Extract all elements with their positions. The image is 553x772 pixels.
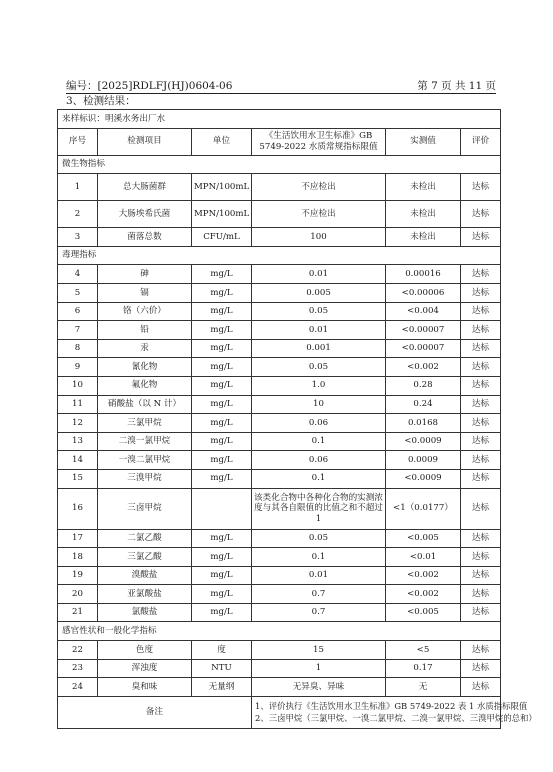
unit: mg/L [192, 432, 252, 451]
evaluation: 达标 [461, 432, 501, 451]
evaluation: 达标 [461, 395, 501, 414]
row-number: 15 [58, 469, 98, 488]
col-header-eval: 评价 [461, 128, 501, 155]
table-row [58, 678, 501, 697]
standard-limit: 无异臭、异味 [252, 678, 386, 697]
row-number: 14 [58, 451, 98, 470]
measured-value: <5 [386, 641, 461, 660]
measured-value: <0.002 [386, 566, 461, 585]
standard-limit: 0.05 [252, 302, 386, 321]
evaluation: 达标 [461, 283, 501, 302]
item-name: 氰化物 [98, 358, 192, 377]
unit: mg/L [192, 469, 252, 488]
unit: mg/L [192, 603, 252, 622]
item-name: 菌落总数 [98, 228, 192, 247]
measured-value: 0.17 [386, 659, 461, 678]
standard-limit: 0.001 [252, 339, 386, 358]
standard-limit: 10 [252, 395, 386, 414]
col-header-no: 序号 [58, 128, 98, 155]
standard-limit: 不应检出 [252, 174, 386, 201]
table-row [58, 395, 501, 414]
group-title: 感官性状和一般化学指标 [58, 622, 501, 641]
row-number: 23 [58, 659, 98, 678]
evaluation: 达标 [461, 566, 501, 585]
row-number: 21 [58, 603, 98, 622]
table-row [58, 451, 501, 470]
item-name: 大肠埃希氏菌 [98, 201, 192, 228]
table-row [58, 414, 501, 433]
table-row [58, 174, 501, 201]
table-header-row [58, 128, 501, 155]
table-row [58, 585, 501, 604]
measured-value: 未检出 [386, 174, 461, 201]
table-row [58, 469, 501, 488]
unit: mg/L [192, 566, 252, 585]
table-row [58, 659, 501, 678]
evaluation: 达标 [461, 469, 501, 488]
evaluation: 达标 [461, 376, 501, 395]
item-name: 臭和味 [98, 678, 192, 697]
col-header-item: 检测项目 [98, 128, 192, 155]
table-row [58, 603, 501, 622]
standard-limit: 0.05 [252, 529, 386, 548]
row-number: 11 [58, 395, 98, 414]
row-number: 8 [58, 339, 98, 358]
item-name: 溴酸盐 [98, 566, 192, 585]
evaluation: 达标 [461, 641, 501, 660]
item-name: 一溴二氯甲烷 [98, 451, 192, 470]
measured-value: <0.0009 [386, 432, 461, 451]
evaluation: 达标 [461, 548, 501, 567]
section-title: 3、检测结果： [66, 95, 136, 107]
standard-limit: 0.1 [252, 432, 386, 451]
table-row [58, 529, 501, 548]
group-title: 微生物指标 [58, 155, 501, 174]
measured-value: <0.0009 [386, 469, 461, 488]
standard-limit: 0.005 [252, 283, 386, 302]
table-row [58, 228, 501, 247]
item-name: 三溴甲烷 [98, 469, 192, 488]
item-name: 铬（六价） [98, 302, 192, 321]
unit: 无量纲 [192, 678, 252, 697]
item-name: 浑浊度 [98, 659, 192, 678]
row-number: 16 [58, 488, 98, 529]
unit: mg/L [192, 376, 252, 395]
item-name: 砷 [98, 265, 192, 284]
item-name: 三氯甲烷 [98, 414, 192, 433]
page-number: 第 7 页 共 11 页 [417, 80, 496, 92]
table-row [58, 641, 501, 660]
unit: MPN/100mL [192, 201, 252, 228]
standard-limit: 0.01 [252, 265, 386, 284]
unit: mg/L [192, 302, 252, 321]
evaluation: 达标 [461, 321, 501, 340]
evaluation: 达标 [461, 228, 501, 247]
unit: 度 [192, 641, 252, 660]
evaluation: 达标 [461, 358, 501, 377]
standard-limit: 1.0 [252, 376, 386, 395]
table-row [58, 566, 501, 585]
measured-value: <0.00007 [386, 339, 461, 358]
table-row [58, 321, 501, 340]
standard-limit: 0.01 [252, 566, 386, 585]
standard-limit: 0.06 [252, 451, 386, 470]
item-name: 色度 [98, 641, 192, 660]
measured-value: 0.24 [386, 395, 461, 414]
measured-value: <0.00007 [386, 321, 461, 340]
table-row [58, 201, 501, 228]
measured-value: <0.00006 [386, 283, 461, 302]
standard-limit: 0.7 [252, 585, 386, 604]
unit: mg/L [192, 548, 252, 567]
measured-value: 0.0009 [386, 451, 461, 470]
evaluation: 达标 [461, 659, 501, 678]
standard-limit: 0.06 [252, 414, 386, 433]
row-number: 5 [58, 283, 98, 302]
row-number: 2 [58, 201, 98, 228]
unit: mg/L [192, 414, 252, 433]
evaluation: 达标 [461, 451, 501, 470]
table-row [58, 302, 501, 321]
measured-value: <0.004 [386, 302, 461, 321]
measured-value: 0.00016 [386, 265, 461, 284]
row-number: 1 [58, 174, 98, 201]
measured-value: 0.28 [386, 376, 461, 395]
group-header-row [58, 622, 501, 641]
remarks-label: 备注 [58, 696, 252, 728]
standard-limit: 0.01 [252, 321, 386, 340]
remark-line: 2、三卤甲烷（三氯甲烷、一溴二氯甲烷、二溴一氯甲烷、三溴甲烷的总和） [255, 713, 537, 724]
table-row [58, 548, 501, 567]
row-number: 10 [58, 376, 98, 395]
evaluation: 达标 [461, 529, 501, 548]
col-header-unit: 单位 [192, 128, 252, 155]
row-number: 20 [58, 585, 98, 604]
measured-value: 无 [386, 678, 461, 697]
item-name: 亚氯酸盐 [98, 585, 192, 604]
item-name: 二溴一氯甲烷 [98, 432, 192, 451]
row-number: 24 [58, 678, 98, 697]
table-row [58, 265, 501, 284]
row-number: 3 [58, 228, 98, 247]
measured-value: <0.005 [386, 603, 461, 622]
table-row [58, 339, 501, 358]
evaluation: 达标 [461, 603, 501, 622]
results-table [57, 109, 537, 729]
evaluation: 达标 [461, 414, 501, 433]
remarks-row [58, 696, 501, 728]
standard-limit: 15 [252, 641, 386, 660]
unit: NTU [192, 659, 252, 678]
evaluation: 达标 [461, 201, 501, 228]
row-number: 6 [58, 302, 98, 321]
group-title: 毒理指标 [58, 246, 501, 265]
item-name: 总大肠菌群 [98, 174, 192, 201]
table-row [58, 376, 501, 395]
unit: mg/L [192, 585, 252, 604]
standard-limit: 100 [252, 228, 386, 247]
table-row [58, 283, 501, 302]
remark-line: 1、评价执行《生活饮用水卫生标准》GB 5749-2022 表 1 水质指标限值 [255, 701, 528, 712]
standard-limit: 1 [252, 659, 386, 678]
measured-value: <0.002 [386, 358, 461, 377]
unit: mg/L [192, 395, 252, 414]
evaluation: 达标 [461, 678, 501, 697]
group-header-row [58, 246, 501, 265]
page-header [66, 80, 496, 94]
row-number: 18 [58, 548, 98, 567]
row-number: 4 [58, 265, 98, 284]
row-number: 22 [58, 641, 98, 660]
evaluation: 达标 [461, 265, 501, 284]
col-header-limit: 《生活饮用水卫生标准》GB 5749-2022 水质常规指标限值 [252, 128, 386, 155]
sample-label: 来样标识：明溪水务出厂水 [58, 110, 501, 129]
standard-limit: 0.1 [252, 469, 386, 488]
item-name: 氟化物 [98, 376, 192, 395]
standard-limit: 0.1 [252, 548, 386, 567]
evaluation: 达标 [461, 302, 501, 321]
standard-limit: 0.05 [252, 358, 386, 377]
measured-value: 未检出 [386, 228, 461, 247]
measured-value: 未检出 [386, 201, 461, 228]
unit: mg/L [192, 339, 252, 358]
unit: CFU/mL [192, 228, 252, 247]
item-name: 氯酸盐 [98, 603, 192, 622]
row-number: 12 [58, 414, 98, 433]
item-name: 二氯乙酸 [98, 529, 192, 548]
item-name: 硝酸盐（以 N 计） [98, 395, 192, 414]
item-name: 铅 [98, 321, 192, 340]
standard-limit: 该类化合物中各种化合物的实测浓度与其各自限值的比值之和不超过 1 [252, 488, 386, 529]
remarks-content [252, 696, 537, 728]
group-header-row [58, 155, 501, 174]
table-row [58, 358, 501, 377]
row-number: 7 [58, 321, 98, 340]
unit: mg/L [192, 265, 252, 284]
evaluation: 达标 [461, 339, 501, 358]
measured-value: <1（0.0177） [386, 488, 461, 529]
measured-value: <0.002 [386, 585, 461, 604]
standard-limit: 不应检出 [252, 201, 386, 228]
row-number: 19 [58, 566, 98, 585]
measured-value: <0.01 [386, 548, 461, 567]
measured-value: <0.005 [386, 529, 461, 548]
unit: MPN/100mL [192, 174, 252, 201]
unit: mg/L [192, 358, 252, 377]
unit: mg/L [192, 321, 252, 340]
evaluation: 达标 [461, 488, 501, 529]
unit [192, 488, 252, 529]
evaluation: 达标 [461, 585, 501, 604]
item-name: 汞 [98, 339, 192, 358]
row-number: 9 [58, 358, 98, 377]
table-row [58, 432, 501, 451]
table-row [58, 488, 501, 529]
unit: mg/L [192, 283, 252, 302]
item-name: 镉 [98, 283, 192, 302]
document-number: 编号：[2025]RDLFJ(HJ)0604-06 [66, 80, 233, 92]
unit: mg/L [192, 529, 252, 548]
row-number: 17 [58, 529, 98, 548]
item-name: 三卤甲烷 [98, 488, 192, 529]
evaluation: 达标 [461, 174, 501, 201]
col-header-value: 实测值 [386, 128, 461, 155]
standard-limit: 0.7 [252, 603, 386, 622]
unit: mg/L [192, 451, 252, 470]
measured-value: 0.0168 [386, 414, 461, 433]
item-name: 三氯乙酸 [98, 548, 192, 567]
row-number: 13 [58, 432, 98, 451]
